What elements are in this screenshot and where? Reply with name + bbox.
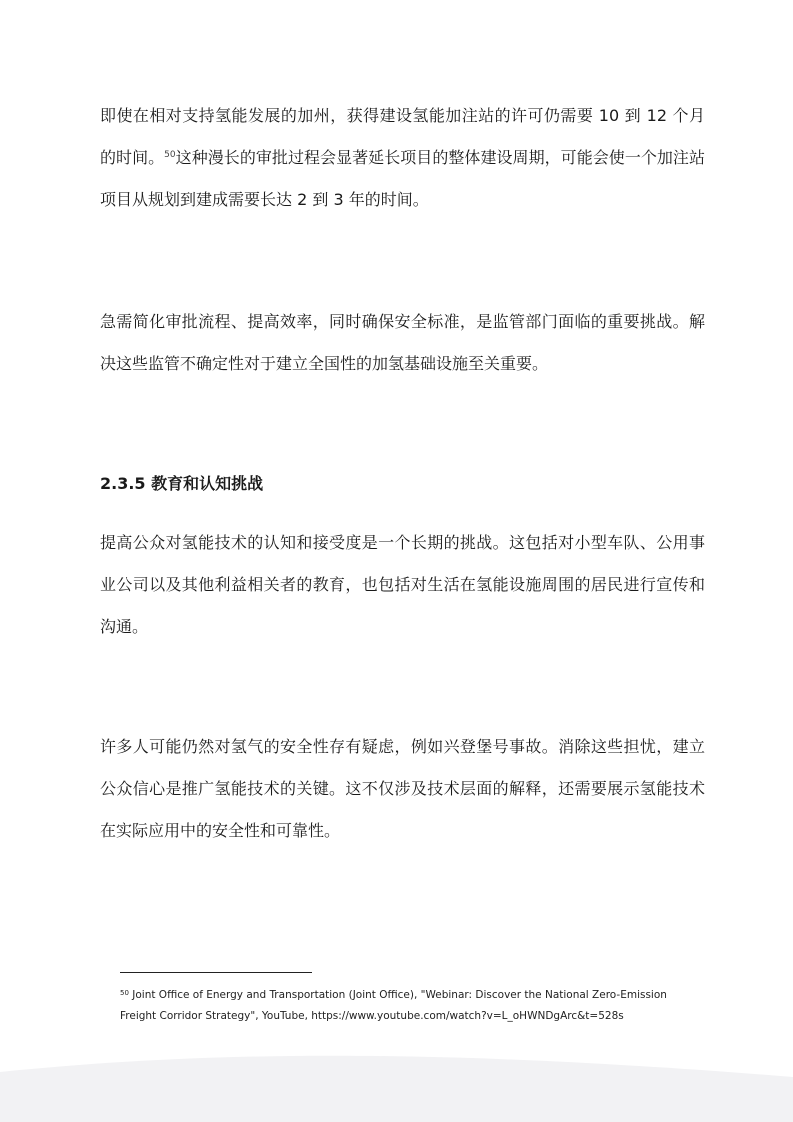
paragraph-text: 即使在相对支持氢能发展的加州，获得建设氢能加注站的许可仍需要 10 到 12 个月的时间。: [100, 106, 705, 167]
footnote-text: Joint Office of Energy and Transportation (Joint Office), "Webinar: Discover the National Zero-Emission Freight Corridor Strategy", YouTube, https://www.youtube.com/watch?v=L_oHWNDgArc&t=528s: [120, 989, 667, 1022]
paragraph-safety-concerns: 许多人可能仍然对氢气的安全性存有疑虑，例如兴登堡号事故。消除这些担忧，建立公众信心是推广氢能技术的关键。这不仅涉及技术层面的解释，还需要展示氢能技术在实际应用中的安全性和可靠性。: [100, 737, 705, 840]
footnote-divider: [120, 972, 312, 973]
footnote-reference[interactable]: 50: [164, 150, 176, 160]
paragraph-text: 这种漫长的审批过程会显著延长项目的整体建设周期，可能会使一个加注站项目从规划到建成需要长达 2 到 3 年的时间。: [100, 148, 705, 209]
footnote-number: 50: [120, 989, 129, 997]
paragraph-regulatory-challenge: 急需简化审批流程、提高效率，同时确保安全标准，是监管部门面临的重要挑战。解决这些监管不确定性对于建立全国性的加氢基础设施至关重要。: [100, 312, 705, 373]
paragraph-permit-timeline: [100, 95, 705, 221]
footnote: [120, 985, 680, 1027]
section-heading: 2.3.5 教育和认知挑战: [100, 474, 264, 493]
paragraph-public-awareness: 提高公众对氢能技术的认知和接受度是一个长期的挑战。这包括对小型车队、公用事业公司以及其他利益相关者的教育，也包括对生活在氢能设施周围的居民进行宣传和沟通。: [100, 533, 705, 636]
page-footer-wave-decoration: [0, 1052, 793, 1122]
